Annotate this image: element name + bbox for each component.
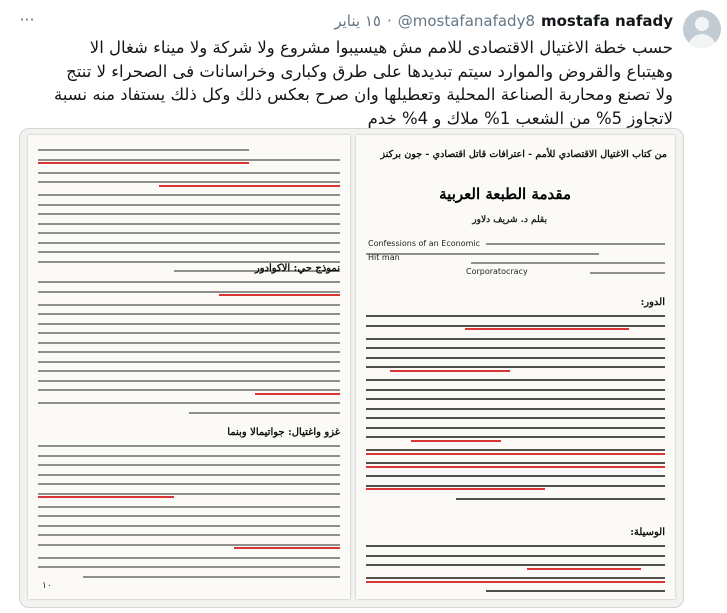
header-separator: · <box>386 12 392 30</box>
more-options-icon[interactable]: ··· <box>19 10 35 29</box>
byline: بقلم د. شريف دلاور <box>472 215 547 225</box>
subheading: الوسيلة: <box>630 527 665 538</box>
scanned-text-block <box>38 445 340 585</box>
scanned-text-block <box>366 315 665 507</box>
display-name[interactable]: mostafa nafady <box>541 12 673 30</box>
subheading: نموذج حي: الاكوادور <box>254 263 340 274</box>
avatar-head-shape <box>695 17 709 31</box>
tweet-text <box>33 36 673 130</box>
scanned-text-block <box>366 545 665 600</box>
tweet-text-line: وهيتباع والقروض والموارد سيتم تبديدها على طرق وكبارى وخراسانات فى الصحراء لا تنتج <box>66 61 673 81</box>
avatar[interactable] <box>683 10 721 48</box>
page-number: ١٠ <box>42 581 52 591</box>
subheading: الدور: <box>640 297 665 308</box>
scanned-text-block <box>38 281 340 421</box>
tweet-text-line: ولا تصنع ومحاربة الصناعة المحلية وتعطيلها وان صرح بعكس ذلك وكل ذلك يستفاد منه نسبة <box>53 85 673 104</box>
user-handle[interactable]: @mostafanafady8 <box>397 12 535 30</box>
tweet-text-line: لاتجاوز 5% من الشعب 1% ملاك و 4% خدم <box>367 108 673 128</box>
tweet-header <box>334 10 673 32</box>
tweet-text-line: حسب خطة الاغتيال الاقتصادى للامم مش هيسيبوا مشروع ولا شركة ولا ميناء شغال الا <box>89 38 673 57</box>
english-term: Corporatocracy <box>466 267 528 276</box>
english-term: Hit man <box>368 253 400 262</box>
english-term: Confessions of an Economic <box>368 239 481 248</box>
book-page-right <box>356 135 675 599</box>
tweet-date[interactable]: ١٥ يناير <box>334 12 381 30</box>
book-page-left <box>28 135 350 599</box>
tweet-media-image[interactable] <box>19 128 684 608</box>
chapter-title: مقدمة الطبعة العربية <box>439 185 571 203</box>
scanned-text-block <box>38 149 340 280</box>
avatar-body-shape <box>688 34 716 48</box>
running-head: من كتاب الاغتيال الاقتصادي للأمم - اعترافات قاتل اقتصادي - جون بركنز <box>380 149 667 160</box>
subheading: غزو واغتيال: جواتيمالا وبنما <box>227 427 340 438</box>
